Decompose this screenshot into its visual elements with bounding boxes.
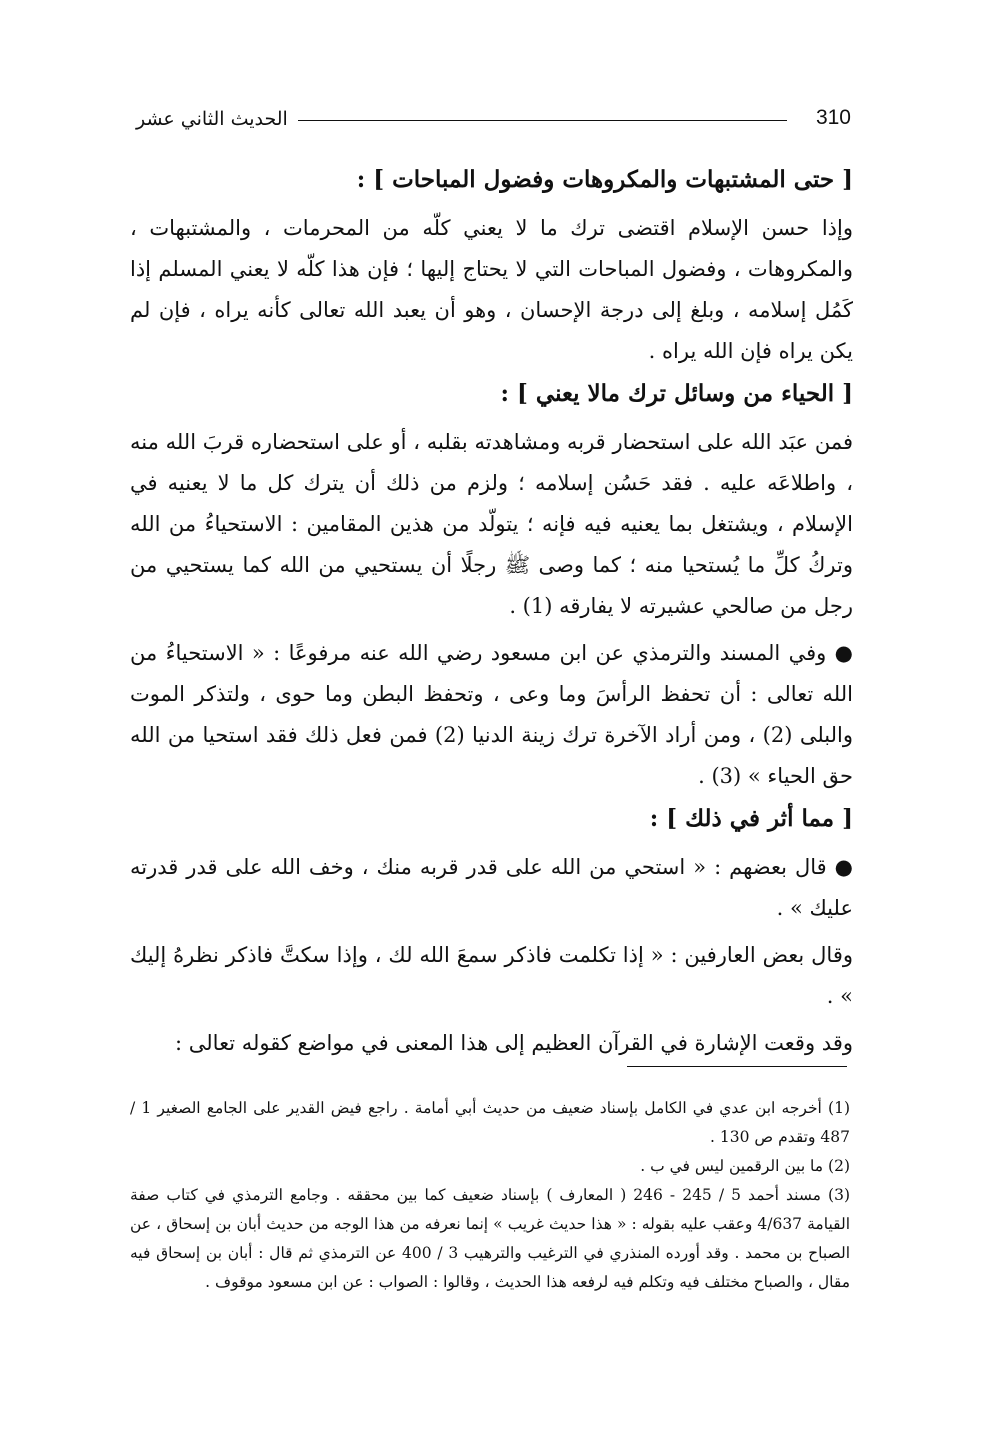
main-text (130, 158, 853, 1064)
running-header (130, 100, 853, 140)
page-number: 310 (815, 106, 851, 129)
section-heading: [ الحياء من وسائل ترك مالا يعني ] : (500, 380, 853, 407)
paragraph: فمن عبَد الله على استحضار قربه ومشاهدته بقلبه ، أو على استحضاره قربَ الله منه ، واطلاعَه عليه . فقد حَسُن إسلامه ؛ ولزم من ذلك أن يترك كل ما لا يعنيه في الإسلام ، ويشتغل بما يعنيه فيه فإنه ؛ يتولّد من هذين المقامين : الاستحياءُ من الله وتركُ كلِّ ما يُستحيا منه ؛ كما وصى ﷺ رجلًا أن يستحيي من الله كما يستحيي من رجل من صالحي عشيرته لا يفارقه (1) . (130, 430, 853, 618)
paragraph: وقال بعض العارفين : « إذا تكلمت فاذكر سمعَ الله لك ، وإذا سكتَّ فاذكر نظرهُ إليك » . (130, 943, 853, 1008)
paragraph: وقد وقعت الإشارة في القرآن العظيم إلى هذا المعنى في مواضع كقوله تعالى : (175, 1031, 853, 1055)
footnote-rule (627, 1066, 847, 1067)
footnote-row (130, 1152, 850, 1181)
paragraph: ● قال بعضهم : « استحي من الله على قدر قربه منك ، وخف الله على قدر قدرته عليك » . (130, 855, 853, 920)
footnote: (1) أخرجه ابن عدي في الكامل بإسناد ضعيف من حديث أبي أمامة . راجع فيض القدير على الجامع الصغير 1 / 487 وتقدم ص 130 . (130, 1099, 850, 1146)
paragraph: ● وفي المسند والترمذي عن ابن مسعود رضي الله عنه مرفوعًا : « الاستحياءُ من الله تعالى : أن تحفظ الرأسَ وما وعى ، وتحفظ البطن وما حوى ، ولتذكر الموت والبلى (2) ، ومن أراد الآخرة ترك زينة الدنيا (2) فمن فعل ذلك فقد استحيا من الله حق الحياء » (3) . (130, 641, 853, 788)
running-title: الحديث الثاني عشر (136, 108, 288, 130)
footnote: (3) مسند أحمد 5 / 245 - 246 ( المعارف ) بإسناد ضعيف كما بين محققه . وجامع الترمذي في كتاب صفة القيامة 4/637 وعقب عليه بقوله : « هذا حديث غريب » إنما نعرفه من هذا الوجه من حديث أبان بن إسحاق ، عن الصباح بن محمد . وقد أورده المنذري في الترغيب والترهيب 3 / 400 عن الترمذي ثم قال : أبان بن إسحاق فيه مقال ، والصباح مختلف فيه وتكلم فيه لرفعه هذا الحديث ، وقالوا : الصواب : عن ابن مسعود موقوف . (130, 1186, 851, 1291)
footnotes (130, 1094, 850, 1297)
paragraph: وإذا حسن الإسلام اقتضى ترك ما لا يعني كلّه من المحرمات ، والمشتبهات ، والمكروهات ، وفضول المباحات التي لا يحتاج إليها ؛ فإن هذا كلّه لا يعني المسلم إذا كَمُل إسلامه ، وبلغ إلى درجة الإحسان ، وهو أن يعبد الله تعالى كأنه يراه ، فإن لم يكن يراه فإن الله يراه . (130, 216, 853, 363)
section-heading: [ مما أثر في ذلك ] : (649, 805, 853, 832)
section-heading: [ حتى المشتبهات والمكروهات وفضول المباحات ] : (356, 166, 853, 193)
header-rule (298, 120, 787, 121)
footnote: (2) ما بين الرقمين ليس في ب . (640, 1157, 850, 1175)
